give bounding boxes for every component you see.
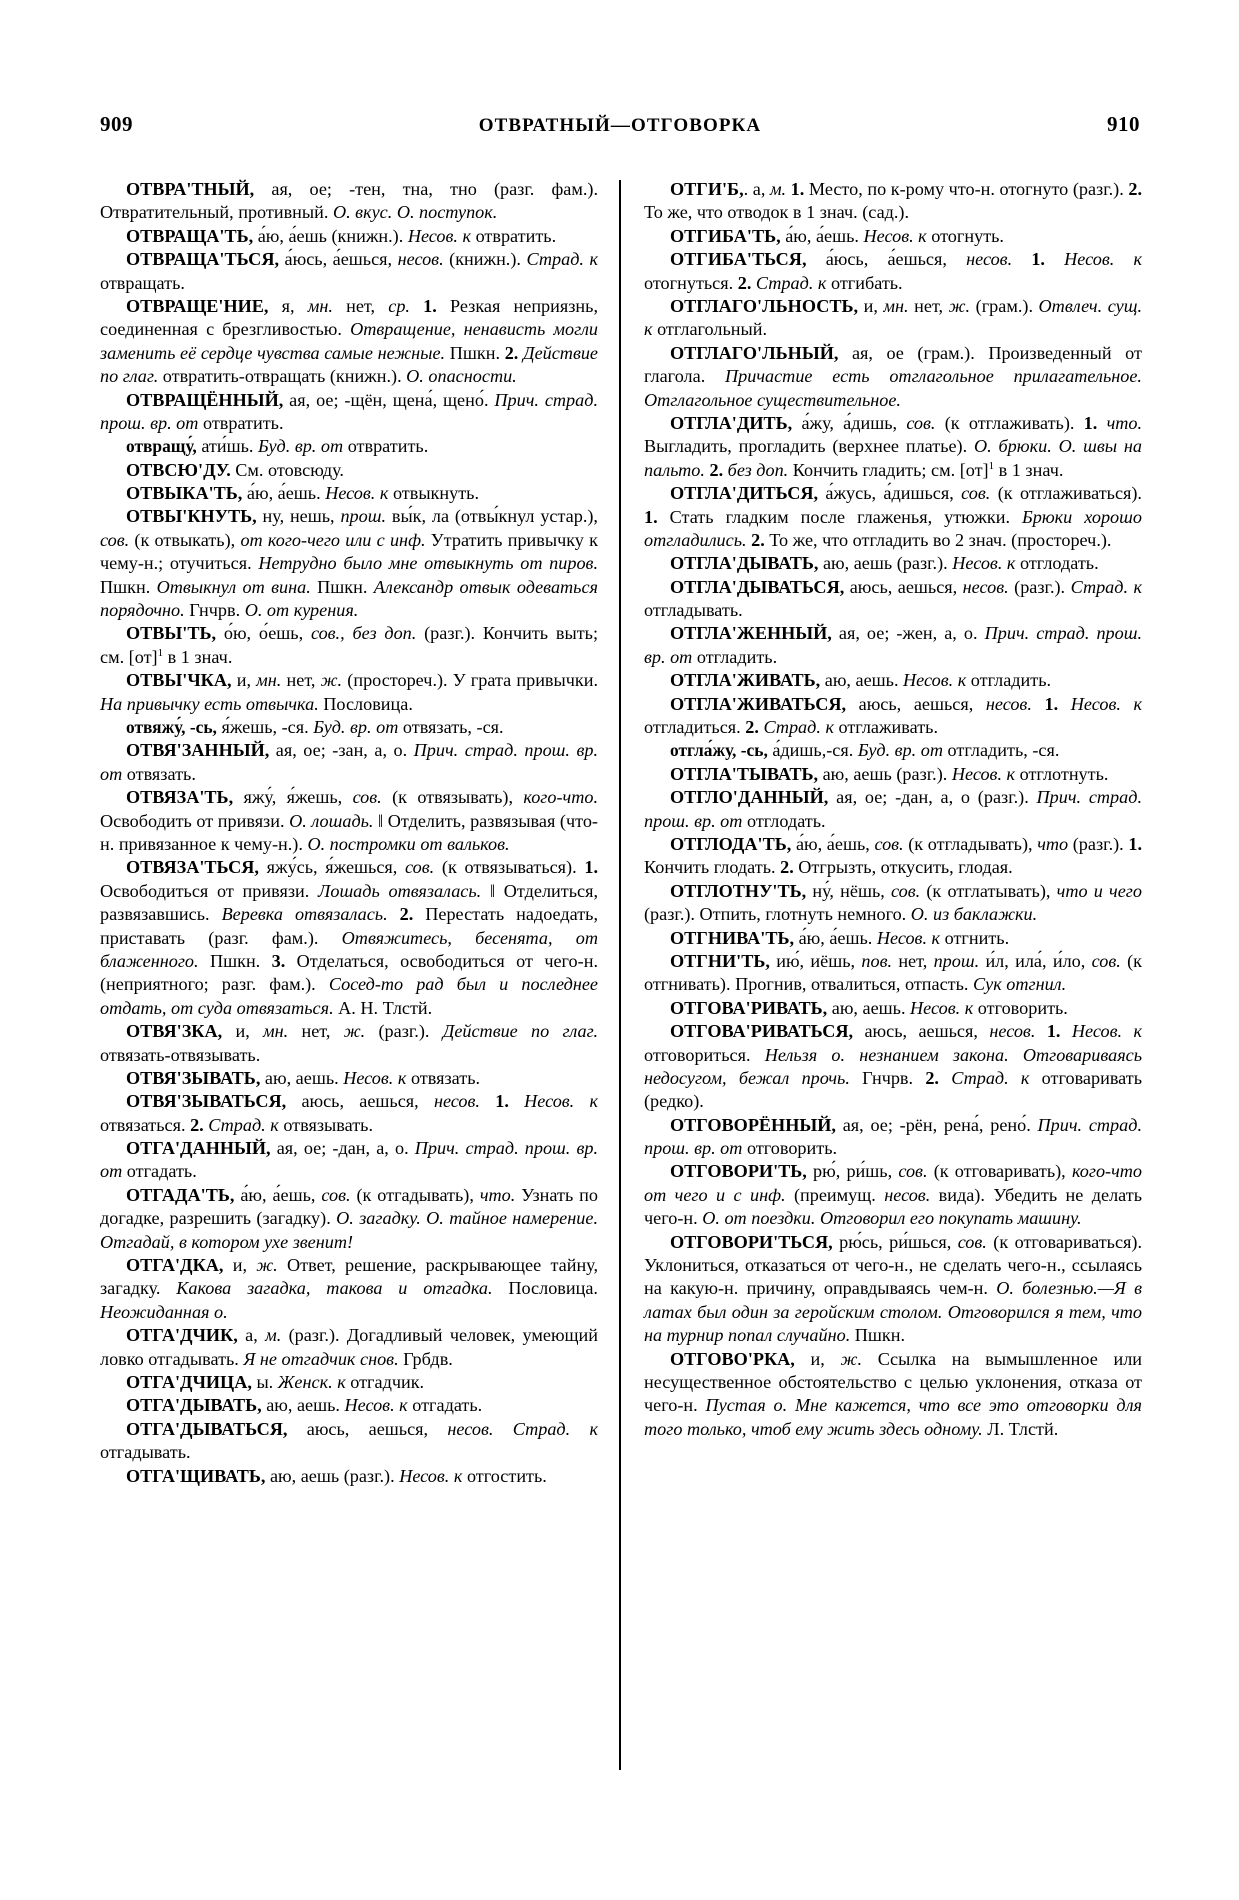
entry-definition: аю, аешь (разг.). Несов. к отгостить.	[265, 1465, 547, 1486]
entry-definition: рю́сь, ри́шься, сов. (к отговариваться). Уклониться, отказаться от чего-н., не сделать чего-н., ссылаясь на какую-н. причину, оправдываясь чем-н. О. болезнью.—Я в латах был один за геройским столом. Отговорился я тем, что на турнир попал случайно. Пшкн.	[644, 1231, 1142, 1346]
right-column	[614, 178, 1142, 1488]
entry-definition: аю, аешь (разг.). Несов. к отглодать.	[818, 553, 1099, 574]
entry-headword: ОТГЛА'ЖЕННЫЙ,	[670, 623, 832, 644]
entry-headword: ОТВЯЗА'ТЬСЯ,	[126, 857, 259, 878]
entry-definition: а́ю, а́ешь. Несов. к отвыкнуть.	[242, 483, 479, 504]
dictionary-entry	[644, 927, 1142, 950]
dictionary-entry	[100, 1394, 598, 1417]
entry-definition: а́дишь,-ся. Буд. вр. от отгладить, -ся.	[767, 740, 1060, 761]
entry-definition: и, ж. Ссылка на вымышленное или несущественное обстоятельство с целью уклонения, отказа от чего-н. Пустая о. Мне кажется, что все это отговорки для того только, чтоб ему жить здесь одному. Л. Тлстй.	[644, 1348, 1143, 1439]
entry-headword: ОТГОВОРИ'ТЬСЯ,	[670, 1231, 833, 1252]
dictionary-entry	[100, 856, 598, 1020]
entry-definition: . а, м. 1. Место, по к-рому что-н. отогнуто (разг.). 2. То же, что отводок в 1 знач. (сад.).	[644, 179, 1142, 223]
dictionary-entry	[644, 576, 1142, 623]
entry-definition: я, мн. нет, ср. 1. Резкая неприязнь, соединенная с брезгливостью. Отвращение, ненависть могли заменить её сердце чувства самые нежные. Пшкн. 2. Действие по глаг. отвратить-отвращать (книжн.). О. опасности.	[100, 295, 599, 387]
entry-definition: ну́, нёшь, сов. (к отглатывать), что и чего (разг.). Отпить, глотнуть немного. О. из баклажки.	[644, 880, 1142, 925]
entry-definition: и, мн. нет, ж. (разг.). Действие по глаг. отвязать-отвязывать.	[100, 1021, 599, 1065]
entry-headword: ОТГЛА'ДИТЬСЯ,	[670, 483, 819, 504]
dictionary-entry	[644, 880, 1142, 927]
dictionary-entry	[644, 622, 1142, 669]
entry-headword: ОТГОВОРЁННЫЙ,	[670, 1114, 836, 1135]
entry-definition: ая, ое; -дан, а, о (разг.). Прич. страд. прош. вр. от отглодать.	[644, 787, 1142, 831]
entry-definition: и, ж. Ответ, решение, раскрывающее тайну, загадку. Какова загадка, такова и отгадка. Пословица. Неожиданная о.	[100, 1255, 598, 1322]
entry-definition: и, мн. нет, ж. (грам.). Отвлеч. сущ. к отглагольный.	[644, 295, 1142, 340]
dictionary-entry	[644, 1348, 1142, 1442]
entry-definition: и, мн. нет, ж. (простореч.). У грата привычки. На привычку есть отвычка. Пословица.	[100, 670, 599, 714]
dictionary-entry	[100, 1465, 598, 1488]
entry-headword: ОТВЯ'ЗЫВАТЬСЯ,	[126, 1091, 287, 1112]
dictionary-entry	[100, 482, 598, 505]
entry-headword: ОТГОВА'РИВАТЬСЯ,	[670, 1021, 854, 1042]
entry-headword: ОТГЛА'ДИТЬ,	[670, 412, 793, 433]
dictionary-entry	[100, 786, 598, 856]
entry-headword: ОТВЫКА'ТЬ,	[126, 483, 243, 504]
entry-definition: аю, аешь. Несов. к отвязать.	[260, 1067, 481, 1088]
dictionary-entry	[100, 1254, 598, 1324]
dictionary-entry	[644, 1160, 1142, 1230]
dictionary-entry	[644, 1231, 1142, 1348]
entry-definition: ая, ое; -зан, а, о. Прич. страд. прош. вр. от отвязать.	[100, 740, 599, 784]
dictionary-entry	[100, 669, 598, 716]
entry-headword: ОТВЫ'ЧКА,	[126, 670, 232, 691]
dictionary-entry	[100, 1184, 598, 1254]
running-title: ОТВРАТНЫЙ—ОТГОВОРКА	[478, 115, 762, 136]
entry-definition: яжу́сь, я́жешься, сов. (к отвязываться). 1. Освободиться от привязи. Лошадь отвязалась. ‖ Отделиться, развязавшись. Веревка отвязалась. 2. Перестать надоедать, приставать (разг. фам.). Отвяжитесь, бесенята, от блаженного. Пшкн. 3. Отделаться, освободиться от чего-н. (неприятного; разг. фам.). Сосед-то рад был и последнее отдать, от суда отвязаться. А. Н. Тлстй.	[100, 857, 599, 1018]
dictionary-entry	[100, 1324, 598, 1371]
dictionary-entry	[644, 950, 1142, 997]
entry-headword: ОТВЯ'ЗЫВАТЬ,	[126, 1067, 261, 1088]
dictionary-entry	[644, 552, 1142, 575]
dictionary-entry	[100, 389, 598, 436]
dictionary-entry	[644, 1114, 1142, 1161]
entry-headword: ОТГЛОТНУ'ТЬ,	[670, 880, 807, 901]
entry-headword: ОТГЛА'ДЫВАТЬ,	[670, 553, 819, 574]
columns-container	[100, 178, 1144, 1488]
dictionary-entry	[644, 669, 1142, 692]
dictionary-entry	[100, 178, 598, 225]
entry-definition: аюсь, аешься, несов. (разг.). Страд. к отгладывать.	[644, 576, 1142, 621]
entry-definition: яжу́, я́жешь, сов. (к отвязывать), кого-что. Освободить от привязи. О. лошадь. ‖ Отделить, развязывая (что-н. привязанное к чему-н.). О. постромки от вальков.	[100, 787, 598, 854]
dictionary-entry	[100, 248, 598, 295]
entry-definition: а́жусь, а́дишься, сов. (к отглаживаться). 1. Стать гладким после глаженья, утюжки. Брюки хорошо отгладились. 2. То же, что отгладить во 2 знач. (простореч.).	[644, 483, 1142, 550]
entry-headword: ОТГОВА'РИВАТЬ,	[670, 997, 828, 1018]
entry-headword: ОТГА'ЩИВАТЬ,	[126, 1465, 266, 1486]
entry-definition: а́юсь, а́ешься, несов. 1. Несов. к отогнуться. 2. Страд. к отгибать.	[644, 249, 1142, 293]
entry-headword: ОТГЛО'ДАННЫЙ,	[670, 787, 829, 808]
dictionary-entry	[644, 763, 1142, 786]
entry-headword: отгла́жу, -сь,	[670, 740, 768, 761]
entry-definition: аю, аешь (разг.). Несов. к отглотнуть.	[818, 763, 1109, 784]
dictionary-entry	[644, 482, 1142, 552]
dictionary-entry	[100, 1020, 598, 1067]
dictionary-entry	[644, 693, 1142, 740]
dictionary-entry	[100, 505, 598, 622]
entry-definition: а́ю, а́ешь, сов. (к отгадывать), что. Узнать по догадке, разрешить (загадку). О. загадку. О. тайное намерение. Отгадай, в котором ухе звенит!	[100, 1184, 598, 1252]
dictionary-entry	[644, 997, 1142, 1020]
entry-headword: ОТВЯ'ЗАННЫЙ,	[126, 740, 270, 761]
dictionary-entry	[644, 786, 1142, 833]
entry-headword: ОТГОВОРИ'ТЬ,	[670, 1161, 807, 1182]
entry-headword: ОТГОВО'РКА,	[670, 1348, 795, 1369]
dictionary-entry	[100, 1371, 598, 1394]
entry-headword: ОТВРАЩЁННЫЙ,	[126, 389, 284, 410]
dictionary-entry	[644, 342, 1142, 412]
entry-headword: ОТВЫ'КНУТЬ,	[126, 506, 257, 527]
entry-definition: ы. Женск. к отгадчик.	[251, 1371, 425, 1392]
entry-definition: аюсь, аешься, несов. Страд. к отгадывать.	[100, 1418, 598, 1463]
entry-definition: ая, ое; -дан, а, о. Прич. страд. прош. вр. от отгадать.	[100, 1138, 598, 1182]
entry-definition: аю, аешь. Несов. к отговорить.	[827, 997, 1068, 1018]
dictionary-entry	[644, 412, 1142, 482]
entry-headword: ОТГА'ДЧИК,	[126, 1325, 238, 1346]
entry-headword: ОТВРАЩА'ТЬСЯ,	[126, 249, 280, 270]
folio-right: 910	[1106, 112, 1140, 136]
entry-headword: ОТГА'ДЧИЦА,	[126, 1371, 252, 1392]
entry-definition: ая, ое; -рён, рена́, рено́. Прич. страд. прош. вр. от отговорить.	[644, 1114, 1142, 1159]
entry-headword: ОТГА'ДЫВАТЬ,	[126, 1395, 262, 1416]
entry-headword: ОТГАДА'ТЬ,	[126, 1184, 235, 1205]
dictionary-entry	[644, 248, 1142, 295]
entry-definition: аюсь, аешься, несов. 1. Несов. к отгладиться. 2. Страд. к отглаживать.	[644, 693, 1143, 738]
entry-definition: ну, нешь, прош. вы́к, ла (отвы́кнул устар.), сов. (к отвыкать), от кого-чего или с инф. Утратить привычку к чему-н.; отучиться. Нетрудно было мне отвыкнуть от пиров. Пшкн. Отвыкнул от вина. Пшкн. Александр отвык одеваться порядочно. Гнчрв. О. от курения.	[100, 506, 598, 621]
entry-definition: ая, ое; -щён, щена́, щено́. Прич. страд. прош. вр. от отвратить.	[100, 389, 598, 433]
entry-headword: ОТВРАЩА'ТЬ,	[126, 225, 254, 246]
entry-headword: ОТВЯ'ЗКА,	[126, 1021, 223, 1042]
entry-headword: ОТВСЮ'ДУ.	[126, 459, 231, 480]
entry-headword: ОТВЯЗА'ТЬ,	[126, 787, 234, 808]
dictionary-entry	[644, 1020, 1142, 1114]
entry-headword: ОТГЛА'ТЫВАТЬ,	[670, 763, 819, 784]
entry-definition: рю́, ри́шь, сов. (к отговаривать), кого-что от чего и с инф. (преимущ. несов. вида). Убедить не делать чего-н. О. от поездки. Отговорил его покупать машину.	[644, 1161, 1143, 1229]
entry-headword: ОТВРАЩЕ'НИЕ,	[126, 295, 269, 316]
dictionary-entry	[644, 739, 1142, 762]
dictionary-entry	[100, 435, 598, 458]
entry-headword: ОТГЛА'ЖИВАТЬСЯ,	[670, 693, 847, 714]
entry-headword: ОТГА'ДКА,	[126, 1255, 224, 1276]
dictionary-entry	[644, 225, 1142, 248]
entry-definition: аю, аешь. Несов. к отгладить.	[820, 670, 1052, 691]
entry-definition: аюсь, аешься, несов. 1. Несов. к отговориться. Нельзя о. незнанием закона. Отговариваясь недосугом, бежал прочь. Гнчрв. 2. Страд. к отговаривать (редко).	[644, 1021, 1143, 1112]
dictionary-entry	[100, 622, 598, 669]
entry-headword: ОТГЛАГО'ЛЬНОСТЬ,	[670, 295, 859, 316]
entry-definition: ию́, иёшь, пов. нет, прош. и́л, ила́, и́ло, сов. (к отгнивать). Прогнив, отвалиться, отпасть. Сук отгнил.	[644, 950, 1142, 995]
entry-headword: отвяжу́, -сь,	[126, 717, 217, 738]
entry-headword: ОТГИ'Б,	[670, 179, 744, 199]
entry-headword: ОТГА'ДАННЫЙ,	[126, 1138, 271, 1159]
entry-definition: ати́шь. Буд. вр. от отвратить.	[196, 436, 429, 457]
dictionary-entry	[100, 1067, 598, 1090]
entry-definition: ая, ое; -жен, а, о. Прич. страд. прош. вр. от отгладить.	[644, 623, 1142, 667]
entry-definition: См. отовсюду.	[230, 459, 344, 480]
entry-definition: а́ю, а́ешь (книжн.). Несов. к отвратить.	[253, 225, 557, 246]
dictionary-entry	[100, 295, 598, 389]
entry-headword: ОТВЫ'ТЬ,	[126, 623, 217, 644]
entry-headword: ОТГНИ'ТЬ,	[670, 950, 770, 971]
dictionary-entry	[644, 833, 1142, 880]
entry-definition: ая, ое; -тен, тна, тно (разг. фам.). Отвратительный, противный. О. вкус. О. поступок.	[100, 179, 598, 223]
entry-headword: ОТГИБА'ТЬ,	[670, 225, 781, 246]
entry-headword: ОТГА'ДЫВАТЬСЯ,	[126, 1418, 288, 1439]
entry-headword: ОТВРА'ТНЫЙ,	[126, 179, 255, 199]
entry-definition: а́ю, а́ешь, сов. (к отгладывать), что (разг.). 1. Кончить глодать. 2. Отгрызть, откусить, глодая.	[644, 834, 1143, 878]
dictionary-entry	[100, 225, 598, 248]
entry-definition: а́жу, а́дишь, сов. (к отглаживать). 1. что. Выгладить, прогладить (верхнее платье). О. брюки. О. швы на пальто. 2. без доп. Кончить гладить; см. [от]$^1$ в 1 знач.	[644, 412, 1143, 480]
dictionary-entry	[100, 1418, 598, 1465]
entry-headword: ОТГЛА'ЖИВАТЬ,	[670, 670, 821, 691]
page-header	[100, 112, 1140, 142]
entry-headword: ОТГНИВА'ТЬ,	[670, 927, 795, 948]
entry-headword: ОТГЛА'ДЫВАТЬСЯ,	[670, 576, 845, 597]
folio-left: 909	[100, 112, 133, 136]
dictionary-entry	[644, 178, 1142, 225]
dictionary-entry	[100, 716, 598, 739]
dictionary-entry	[644, 295, 1142, 342]
dictionary-entry	[100, 459, 598, 482]
entry-headword: ОТГЛАГО'ЛЬНЫЙ,	[670, 342, 839, 363]
entry-headword: ОТГИБА'ТЬСЯ,	[670, 249, 807, 270]
entry-definition: ая, ое (грам.). Произведенный от глагола. Причастие есть отглагольное прилагательное. Отглагольное существительное.	[644, 342, 1142, 410]
dictionary-entry	[100, 739, 598, 786]
entry-definition: а́ю, а́ешь. Несов. к отогнуть.	[780, 225, 1004, 246]
entry-definition: о́ю, о́ешь, сов., без доп. (разг.). Кончить выть; см. [от]$^1$ в 1 знач.	[100, 623, 599, 667]
dictionary-entry	[100, 1137, 598, 1184]
dictionary-entry	[100, 1090, 598, 1137]
entry-definition: а́юсь, а́ешься, несов. (книжн.). Страд. к отвращать.	[100, 249, 598, 293]
entry-definition: я́жешь, -ся. Буд. вр. от отвязать, -ся.	[216, 717, 504, 738]
entry-definition: аюсь, аешься, несов. 1. Несов. к отвязаться. 2. Страд. к отвязывать.	[100, 1091, 598, 1135]
entry-headword: ОТГЛОДА'ТЬ,	[670, 834, 792, 854]
entry-definition: аю, аешь. Несов. к отгадать.	[261, 1395, 483, 1416]
left-column	[100, 178, 614, 1488]
entry-headword: отвращу́,	[126, 436, 197, 457]
entry-definition: а, м. (разг.). Догадливый человек, умеющий ловко отгадывать. Я не отгадчик снов. Грбдв.	[100, 1325, 599, 1369]
entry-definition: а́ю, а́ешь. Несов. к отгнить.	[794, 927, 1010, 948]
